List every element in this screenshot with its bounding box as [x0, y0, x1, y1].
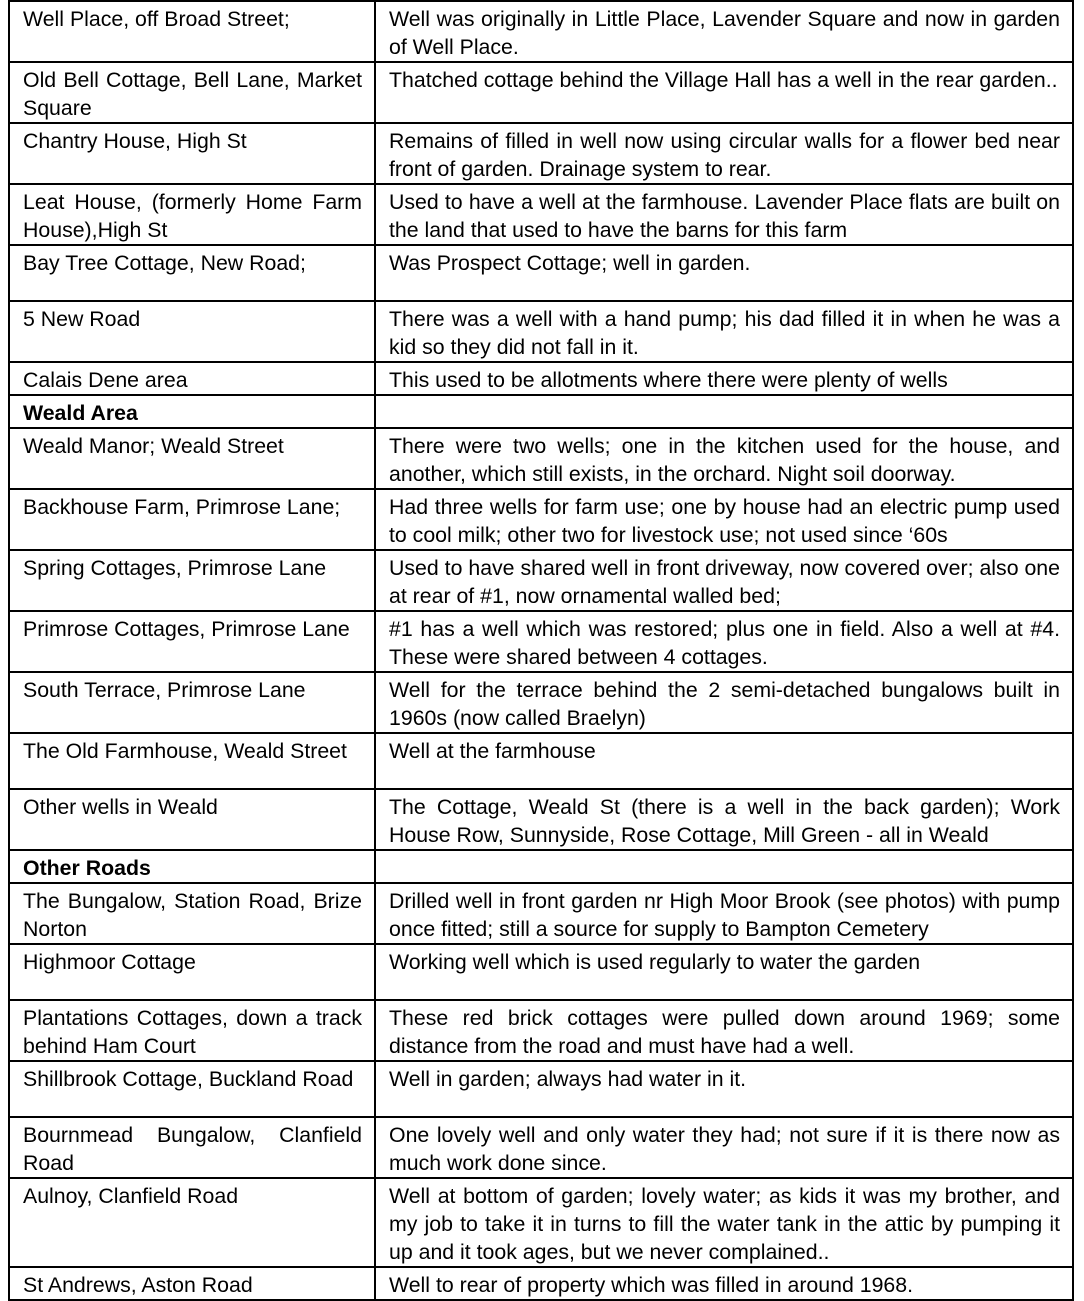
place-cell: Backhouse Farm, Primrose Lane; [9, 489, 375, 550]
table-row [9, 611, 1073, 672]
description-cell: Well at the farmhouse [375, 733, 1073, 789]
section-row [9, 850, 1073, 883]
table-row [9, 672, 1073, 733]
description-cell: This used to be allotments where there were plenty of wells [375, 362, 1073, 395]
place-cell: Weald Manor; Weald Street [9, 428, 375, 489]
table-row [9, 789, 1073, 850]
place-cell: Shillbrook Cottage, Buckland Road [9, 1061, 375, 1117]
place-cell: Chantry House, High St [9, 123, 375, 184]
description-cell: There was a well with a hand pump; his dad filled it in when he was a kid so they did not fall in it. [375, 301, 1073, 362]
table-row [9, 1178, 1073, 1267]
place-cell: Well Place, off Broad Street; [9, 1, 375, 62]
description-cell: These red brick cottages were pulled down around 1969; some distance from the road and must have had a well. [375, 1000, 1073, 1061]
place-cell: Leat House, (formerly Home Farm House),High St [9, 184, 375, 245]
place-cell: The Old Farmhouse, Weald Street [9, 733, 375, 789]
description-cell: Used to have a well at the farmhouse. Lavender Place flats are built on the land that used to have the barns for this farm [375, 184, 1073, 245]
table-row [9, 883, 1073, 944]
table-row [9, 1267, 1073, 1300]
place-cell: 5 New Road [9, 301, 375, 362]
place-cell: The Bungalow, Station Road, Brize Norton [9, 883, 375, 944]
table-row [9, 1, 1073, 62]
description-cell: #1 has a well which was restored; plus one in field. Also a well at #4. These were shared between 4 cottages. [375, 611, 1073, 672]
description-cell: Used to have shared well in front driveway, now covered over; also one at rear of #1, now ornamental walled bed; [375, 550, 1073, 611]
description-cell: Thatched cottage behind the Village Hall has a well in the rear garden.. [375, 62, 1073, 123]
table-row [9, 1000, 1073, 1061]
description-cell: Well at bottom of garden; lovely water; as kids it was my brother, and my job to take it in turns to fill the water tank in the attic by pumping it up and it took ages, but we never complained.. [375, 1178, 1073, 1267]
description-cell: Well to rear of property which was filled in around 1968. [375, 1267, 1073, 1300]
description-cell: Well for the terrace behind the 2 semi-detached bungalows built in 1960s (now called Braelyn) [375, 672, 1073, 733]
description-cell: There were two wells; one in the kitchen used for the house, and another, which still exists, in the orchard. Night soil doorway. [375, 428, 1073, 489]
section-heading: Other Roads [9, 850, 375, 883]
table-row [9, 301, 1073, 362]
table-row [9, 550, 1073, 611]
description-cell: Working well which is used regularly to water the garden [375, 944, 1073, 1000]
description-cell: Remains of filled in well now using circular walls for a flower bed near front of garden. Drainage system to rear. [375, 123, 1073, 184]
table-row [9, 123, 1073, 184]
description-cell: One lovely well and only water they had; not sure if it is there now as much work done since. [375, 1117, 1073, 1178]
empty-cell [375, 395, 1073, 428]
table-row [9, 245, 1073, 301]
wells-table [8, 0, 1074, 1301]
place-cell: Bay Tree Cottage, New Road; [9, 245, 375, 301]
description-cell: Well in garden; always had water in it. [375, 1061, 1073, 1117]
place-cell: Calais Dene area [9, 362, 375, 395]
place-cell: Aulnoy, Clanfield Road [9, 1178, 375, 1267]
description-cell: Had three wells for farm use; one by house had an electric pump used to cool milk; other two for livestock use; not used since ‘60s [375, 489, 1073, 550]
empty-cell [375, 850, 1073, 883]
description-cell: Well was originally in Little Place, Lavender Square and now in garden of Well Place. [375, 1, 1073, 62]
place-cell: St Andrews, Aston Road [9, 1267, 375, 1300]
description-cell: Was Prospect Cottage; well in garden. [375, 245, 1073, 301]
description-cell: Drilled well in front garden nr High Moor Brook (see photos) with pump once fitted; still a source for supply to Bampton Cemetery [375, 883, 1073, 944]
table-row [9, 733, 1073, 789]
section-row [9, 395, 1073, 428]
place-cell: Highmoor Cottage [9, 944, 375, 1000]
table-row [9, 1117, 1073, 1178]
table-row [9, 362, 1073, 395]
table-row [9, 489, 1073, 550]
place-cell: Plantations Cottages, down a track behind Ham Court [9, 1000, 375, 1061]
table-row [9, 944, 1073, 1000]
table-row [9, 1061, 1073, 1117]
place-cell: South Terrace, Primrose Lane [9, 672, 375, 733]
place-cell: Other wells in Weald [9, 789, 375, 850]
place-cell: Spring Cottages, Primrose Lane [9, 550, 375, 611]
place-cell: Primrose Cottages, Primrose Lane [9, 611, 375, 672]
place-cell: Old Bell Cottage, Bell Lane, Market Square [9, 62, 375, 123]
place-cell: Bournmead Bungalow, Clanfield Road [9, 1117, 375, 1178]
description-cell: The Cottage, Weald St (there is a well in the back garden); Work House Row, Sunnyside, Rose Cottage, Mill Green - all in Weald [375, 789, 1073, 850]
section-heading: Weald Area [9, 395, 375, 428]
table-row [9, 428, 1073, 489]
table-row [9, 184, 1073, 245]
table-row [9, 62, 1073, 123]
